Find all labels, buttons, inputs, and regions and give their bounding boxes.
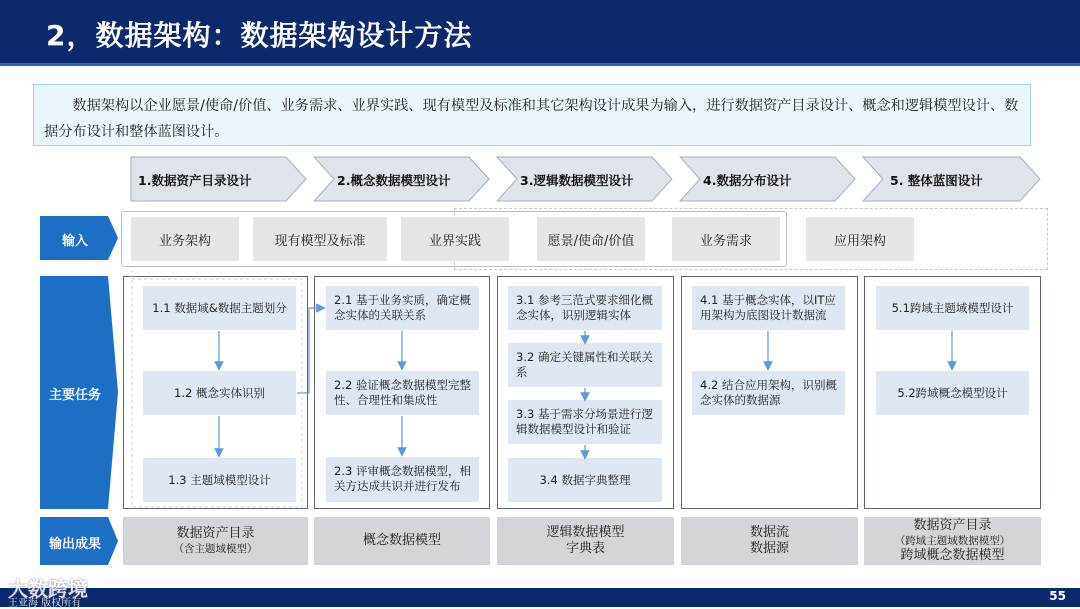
page-title: 2，数据架构：数据架构设计方法 (46, 19, 473, 52)
step-label-4: 4.数据分布设计 (703, 173, 792, 188)
row-label-input: 输入 (40, 216, 116, 260)
output-col5: 数据资产目录 （跨域主题域数据模型） 跨域概念数据模型 (864, 517, 1041, 565)
task-1-2: 1.2 概念实体识别 (143, 371, 296, 415)
task-1-1: 1.1 数据域&数据主题划分 (143, 286, 296, 330)
intro-text: 数据架构以企业愿景/使命/价值、业务需求、业界实践、现有模型及标准和其它架构设计成果为输入，进行数据资产目录设计、概念和逻辑模型设计、数据分布设计和整体蓝图设计。 (33, 84, 1031, 146)
input-industry-practice: 业界实践 (401, 217, 509, 261)
task-4-2: 4.2 结合应用架构，识别概念实体的数据源 (692, 371, 845, 415)
task-3-3: 3.3 基于需求分场景进行逻辑数据模型设计和验证 (508, 400, 662, 444)
row-label-tasks: 主要任务 (40, 276, 116, 509)
step-chevron-1 (130, 156, 308, 202)
task-5-2: 5.2跨域概念模型设计 (876, 371, 1029, 415)
input-application-architecture: 应用架构 (806, 217, 914, 261)
footer-bar (0, 588, 1080, 607)
input-vision-mission: 愿景/使命/价值 (537, 217, 645, 261)
task-2-3: 2.3 评审概念数据模型，相关方达成共识并进行发布 (326, 457, 479, 502)
step-label-5: 5. 整体蓝图设计 (890, 173, 983, 188)
output-col3: 逻辑数据模型 字典表 (497, 517, 674, 565)
output-col1: 数据资产目录 （含主题域模型） (123, 517, 308, 565)
task-1-3: 1.3 主题域模型设计 (143, 458, 296, 502)
task-2-2: 2.2 验证概念数据模型完整性、合理性和集成性 (326, 371, 479, 415)
step-chevron-5 (862, 156, 1042, 202)
step-chevron-2 (313, 156, 491, 202)
task-4-1: 4.1 基于概念实体，以IT应用架构为底图设计数据流 (692, 286, 845, 330)
row-label-output: 输出成果 (40, 517, 116, 565)
copyright-text: 王亚海 版权所有 (8, 598, 82, 609)
step-label-1: 1.数据资产目录设计 (138, 173, 252, 188)
task-3-1: 3.1 参考三范式要求细化概念实体，识别逻辑实体 (508, 286, 662, 330)
task-2-1: 2.1 基于业务实质，确定概念实体的关联关系 (326, 286, 479, 330)
step-label-3: 3.逻辑数据模型设计 (520, 173, 634, 188)
step-chevron-3 (496, 156, 674, 202)
input-business-needs: 业务需求 (672, 217, 780, 261)
input-existing-models: 现有模型及标准 (253, 217, 387, 261)
step-chevron-4 (679, 156, 857, 202)
output-col2: 概念数据模型 (314, 517, 490, 565)
step-label-2: 2.概念数据模型设计 (337, 173, 451, 188)
task-5-1: 5.1跨域主题域模型设计 (876, 286, 1029, 330)
output-col4: 数据流 数据源 (681, 517, 858, 565)
input-business-architecture: 业务架构 (131, 217, 239, 261)
task-3-2: 3.2 确定关键属性和关联关系 (508, 343, 662, 387)
watermark: 大数跨境 (8, 577, 88, 601)
page-number: 55 (1049, 589, 1066, 603)
title-underline (0, 63, 1080, 66)
task-3-4: 3.4 数据字典整理 (508, 458, 662, 502)
